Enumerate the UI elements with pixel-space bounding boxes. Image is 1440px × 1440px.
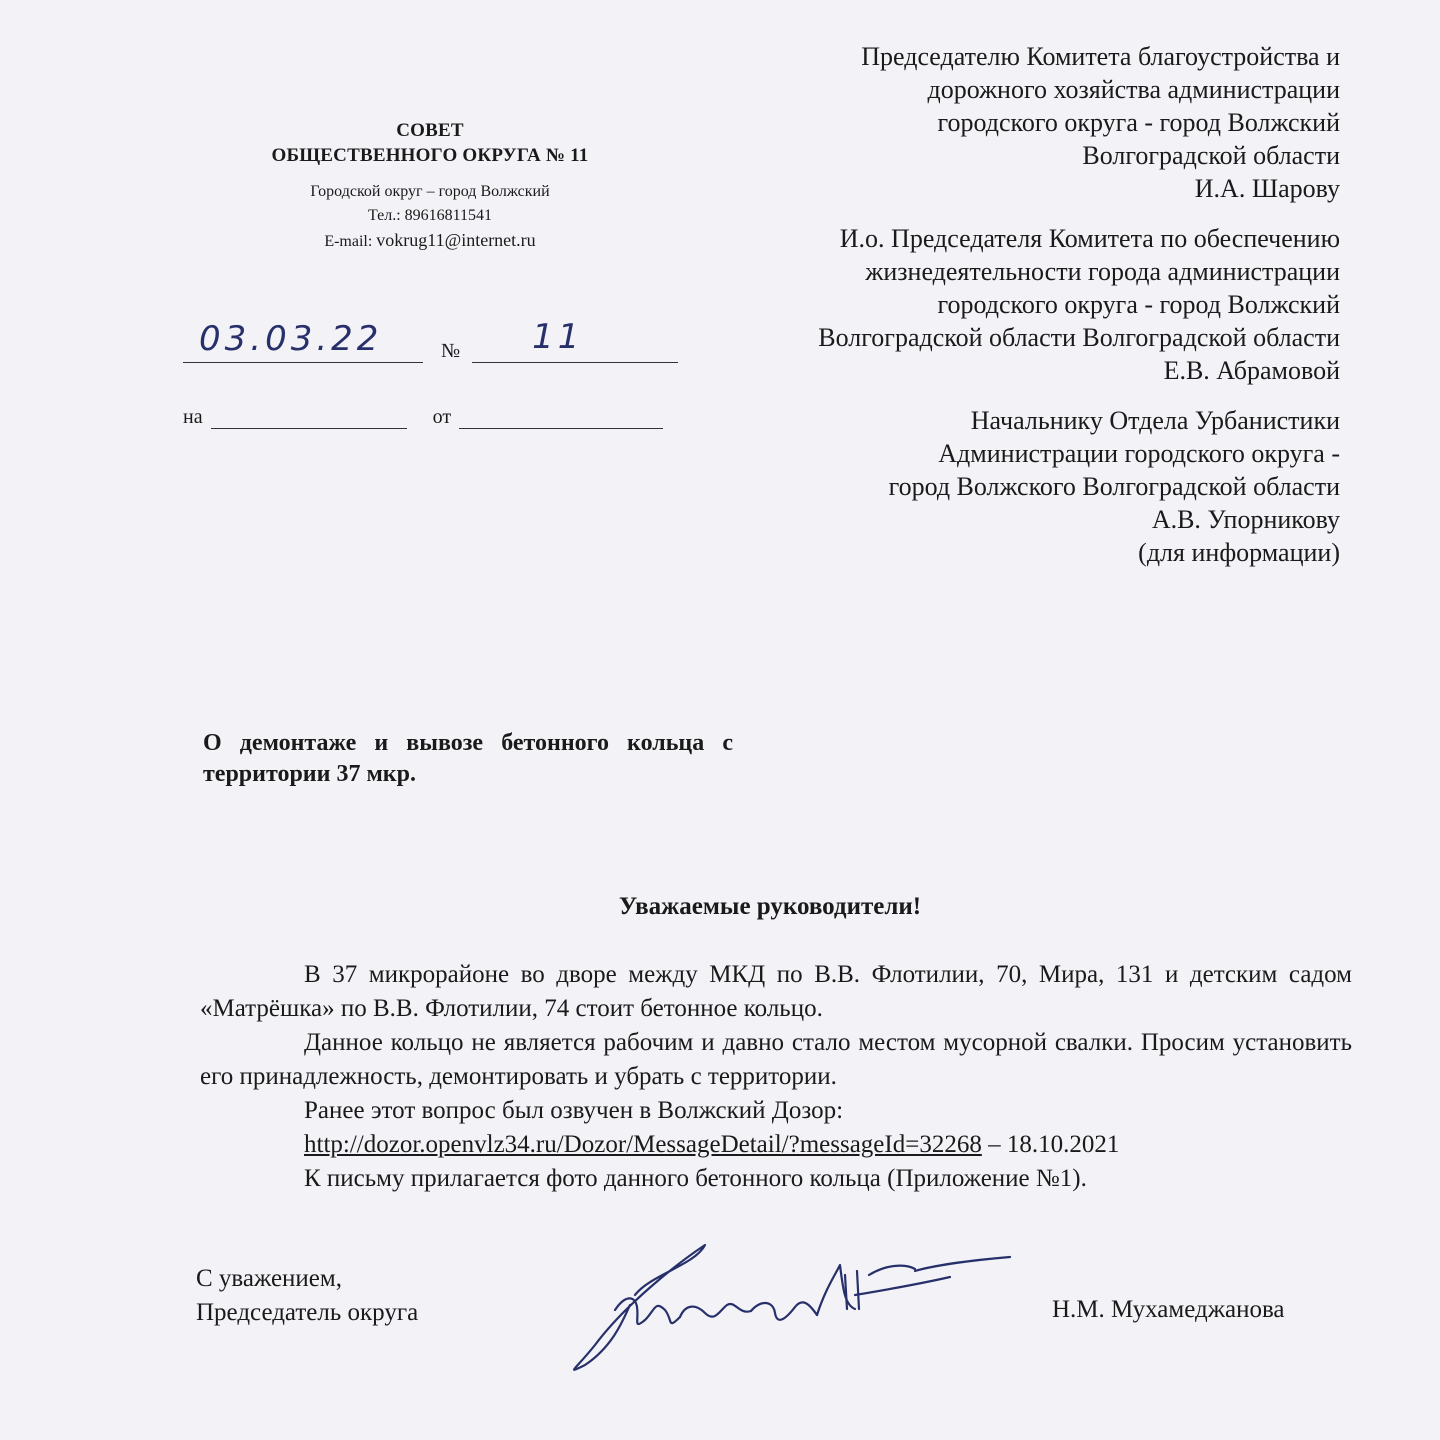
recipient-line: дорожного хозяйства администрации xyxy=(927,75,1340,104)
recipient-1 xyxy=(620,40,1340,205)
date-line xyxy=(183,319,423,363)
body-paragraph-1: В 37 микрорайоне во дворе между МКД по В.В. Флотилии, 70, Мира, 131 и детским садом «Матрёшка» по В.В. Флотилии, 74 стоит бетонное кольцо. xyxy=(200,961,1352,1022)
body-paragraph-2: Данное кольцо не является рабочим и давно стало местом мусорной свалки. Просим установить его принадлежность, демонтировать и убрать с территории. xyxy=(200,1029,1352,1090)
recipient-name: И.А. Шарову xyxy=(1194,174,1340,203)
recipient-name: Е.В. Абрамовой xyxy=(1163,356,1340,385)
recipient-3 xyxy=(620,404,1340,569)
recipient-line: Волгоградской области xyxy=(1082,141,1340,170)
org-line-2: ОБЩЕСТВЕННОГО ОКРУГА № 11 xyxy=(271,145,589,166)
recipient-line: Волгоградской области Волгоградской области xyxy=(818,323,1340,352)
recipients-block xyxy=(620,40,1340,586)
handwritten-signature xyxy=(555,1235,1035,1385)
sender-email xyxy=(180,228,680,254)
letter-subject: О демонтаже и вывозе бетонного кольца с территории 37 мкр. xyxy=(203,730,733,787)
dozor-link[interactable]: http://dozor.openvlz34.ru/Dozor/MessageDetail/?messageId=32268 xyxy=(304,1131,982,1158)
on-label: на xyxy=(183,406,203,428)
recipient-line: Председателю Комитета благоустройства и xyxy=(861,42,1340,71)
from-label: от xyxy=(432,406,452,428)
closing-regards: С уважением, xyxy=(196,1265,342,1292)
recipient-line: Администрации городского округа - xyxy=(938,439,1340,468)
recipient-line: жизнедеятельности города администрации xyxy=(865,257,1340,286)
recipient-line: Начальнику Отдела Урбанистики xyxy=(970,406,1340,435)
recipient-line: городского округа - город Волжский xyxy=(937,290,1340,319)
body-link-row xyxy=(200,1128,1352,1162)
org-line-1: СОВЕТ xyxy=(396,120,464,141)
sender-phone: Тел.: 89616811541 xyxy=(367,207,493,224)
sender-block xyxy=(180,118,680,254)
recipient-line: городского округа - город Волжский xyxy=(937,108,1340,137)
sender-contacts xyxy=(180,180,680,254)
recipient-note: (для информации) xyxy=(1138,538,1340,567)
number-sign: № xyxy=(441,340,461,362)
registration-reference-row xyxy=(183,402,663,429)
sender-org-title xyxy=(180,118,680,168)
handwritten-number: 11 xyxy=(532,317,584,357)
signer-name: Н.М. Мухамеджанова xyxy=(1052,1296,1285,1323)
recipient-line: И.о. Председателя Комитета по обеспечению xyxy=(839,224,1340,253)
link-date: – 18.10.2021 xyxy=(981,1131,1120,1158)
closing-block xyxy=(196,1262,418,1330)
greeting: Уважаемые руководители! xyxy=(618,893,922,920)
body-paragraph-5: К письму прилагается фото данного бетонного кольца (Приложение №1). xyxy=(304,1165,1087,1192)
email-label: E-mail: xyxy=(324,233,373,250)
email-value: vokrug11@internet.ru xyxy=(376,230,536,250)
closing-position: Председатель округа xyxy=(196,1299,419,1326)
body-paragraph-3: Ранее этот вопрос был озвучен в Волжский Дозор: xyxy=(304,1097,844,1124)
recipient-name: А.В. Упорникову xyxy=(1151,505,1340,534)
registration-date-row xyxy=(183,317,678,363)
recipient-line: город Волжского Волгоградской области xyxy=(888,472,1340,501)
handwritten-date: 03.03.22 xyxy=(199,319,383,359)
sender-city: Городской округ – город Волжский xyxy=(310,183,550,200)
recipient-2 xyxy=(620,222,1340,387)
letter-body xyxy=(200,958,1352,1196)
on-line xyxy=(211,402,407,429)
